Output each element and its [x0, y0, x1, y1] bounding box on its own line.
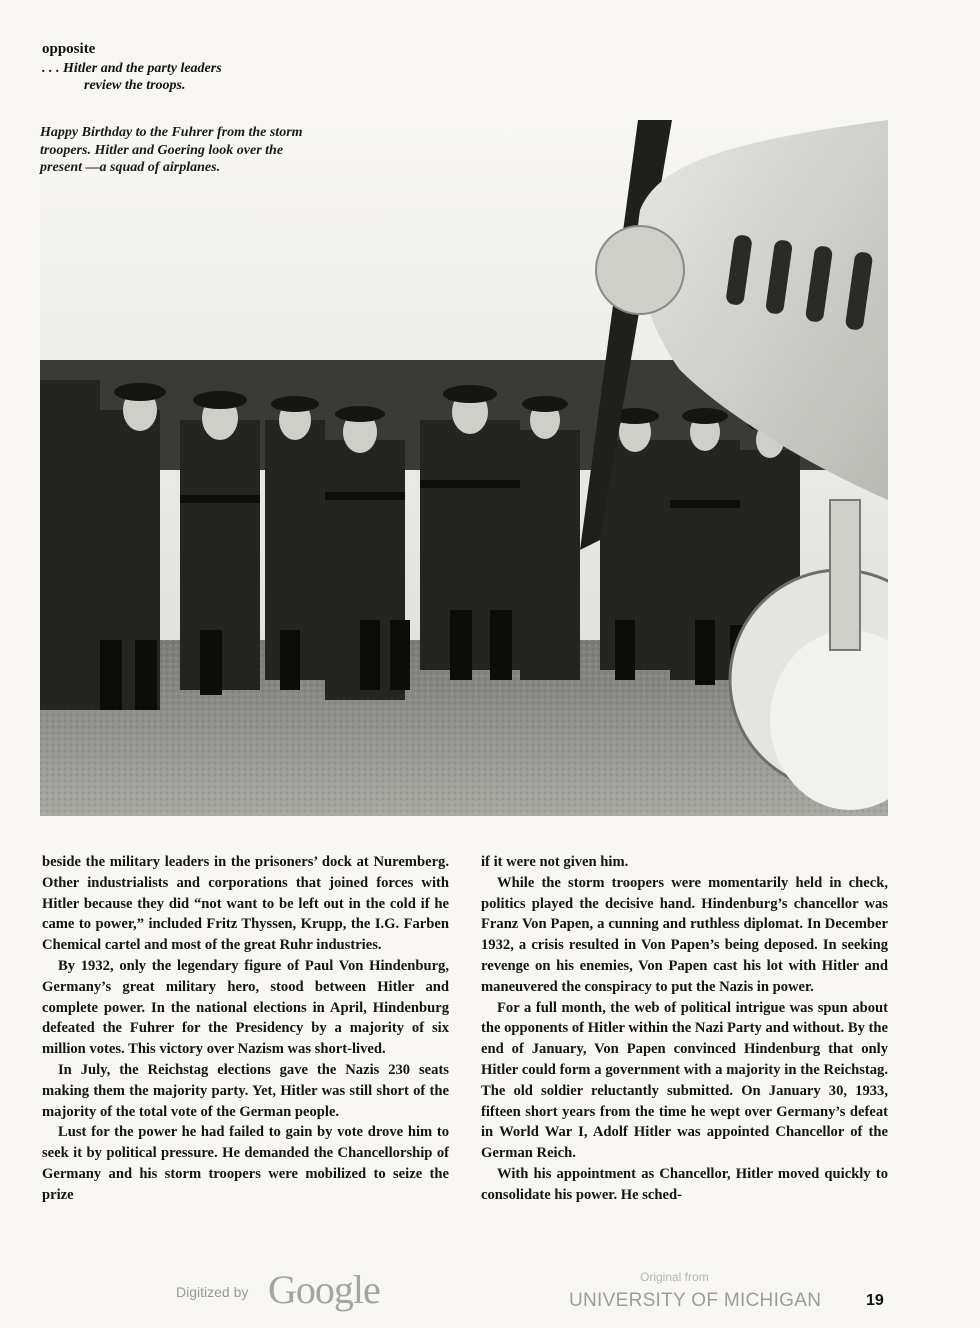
paragraph: Lust for the power he had failed to gain by vote drove him to seek it by political pressure. He demanded the Chancellorship of Germany and his storm troopers were mobilized to seize the prize	[42, 1124, 449, 1203]
digitized-by-text: Digitized by	[176, 1284, 249, 1300]
paragraph: By 1932, only the legendary figure of Paul Von Hindenburg, Germany’s great military hero, stood between Hitler and complete power. In the national elections in April, Hindenburg defeated the Fuhrer for the Presidency by a majority of six million votes. This victory over Nazism was short-lived.	[42, 957, 449, 1058]
paragraph: if it were not given him.	[481, 854, 629, 870]
original-from-text: Original from	[640, 1270, 709, 1284]
page-number: 19	[866, 1292, 884, 1309]
caption-block	[42, 40, 322, 94]
photo-caption: Happy Birthday to the Fuhrer from the storm troopers. Hitler and Goering look over the present —a squad of airplanes.	[40, 125, 303, 175]
photograph-officers-and-airplane-icon	[40, 120, 888, 816]
caption-opposite-text	[42, 60, 322, 94]
caption-line: review the troops.	[84, 78, 186, 93]
university-text: UNIVERSITY OF MICHIGAN	[569, 1290, 822, 1311]
paragraph: beside the military leaders in the prisoners’ dock at Nuremberg. Other industrialists and corporations that joined forces with Hitler because they did “not want to be left out in the cold if he came to power,” included Fritz Thyssen, Krupp, the I.G. Farben Chemical cartel and most of the great Ruhr industries.	[42, 854, 449, 954]
caption-label-opposite: opposite	[42, 41, 96, 57]
paragraph: In July, the Reichstag elections gave the Nazis 230 seats making them the majority party. Yet, Hitler was still short of the majority of the total vote of the German people.	[42, 1061, 449, 1120]
paragraph: For a full month, the web of political intrigue was spun about the opponents of Hitler within the Nazi Party and without. By the end of January, Von Papen convinced Hindenburg that only Hitler could form a government with a majority in the Reichstag. The old soldier reluctantly submitted. On January 30, 1933, fifteen short years from the time he wept over Germany’s defeat in World War I, Adolf Hitler was appointed Chancellor of the German Reich.	[481, 999, 888, 1162]
paragraph: With his appointment as Chancellor, Hitler moved quickly to consolidate his power. He sched-	[481, 1165, 888, 1203]
article-column-left	[42, 852, 449, 1206]
google-watermark: Google	[268, 1267, 380, 1312]
photograph	[40, 120, 888, 816]
caption-line: . . . Hitler and the party leaders	[42, 61, 222, 76]
paragraph: While the storm troopers were momentarily held in check, politics played the decisive hand. Hindenburg’s chancellor was Franz Von Papen, a cunning and ruthless diplomat. In December 1932, a crisis resulted in Von Papen’s being deposed. In seeking revenge on his enemies, Von Papen cast his lot with Hitler and maneuvered the conspiracy to put the Nazis in power.	[481, 874, 888, 995]
article-column-right	[481, 852, 888, 1206]
